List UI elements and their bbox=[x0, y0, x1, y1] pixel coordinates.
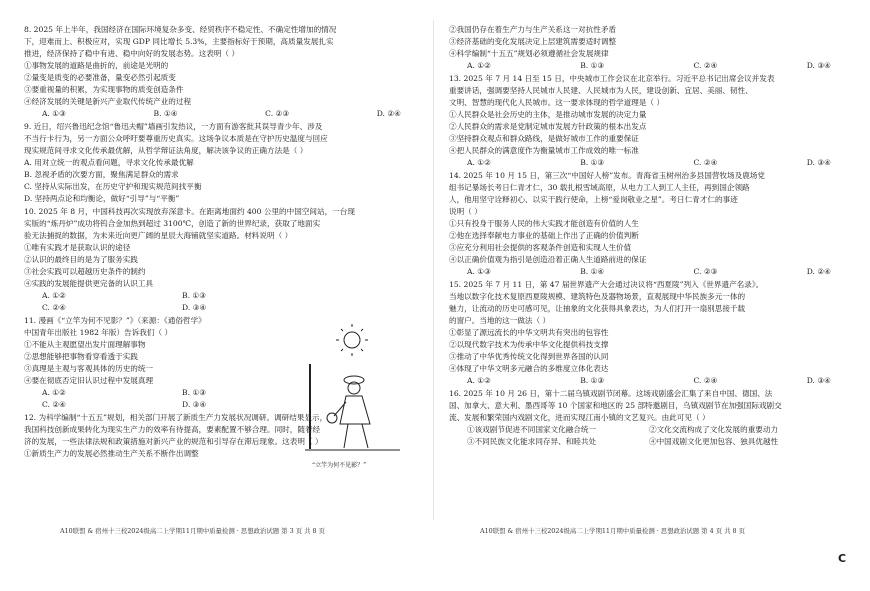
q16-statements bbox=[449, 424, 849, 448]
q12-option-c: C. ②④ bbox=[693, 61, 718, 70]
q14-options bbox=[449, 266, 849, 278]
q10-line: 10. 2025 年 8 月，中国科技再次实现放弃深意卡。在距离地面约 400 公里的中国空间站，一台现 bbox=[24, 207, 355, 216]
q8-option-a: A. ①③ bbox=[42, 109, 66, 118]
q13-statement: ④把人民群众的满意度作为衡量城市工作成效的唯一标准 bbox=[449, 146, 639, 155]
q12-option-a: A. ①② bbox=[467, 61, 491, 70]
q16-line: 16. 2025 年 10 月 26 日，第十二届乌镇戏剧节闭幕。这场戏剧盛会汇集了来自中国、德国、法 bbox=[449, 389, 773, 398]
question-12-continued bbox=[449, 24, 849, 72]
question-10 bbox=[24, 206, 419, 314]
q14-option-a: A. ①③ bbox=[467, 267, 491, 276]
q14-statement: ③应充分利用社会提供的客观条件创造和实现人生价值 bbox=[449, 243, 632, 252]
q11-statement: ④要在彻底否定旧认识过程中发展真理 bbox=[24, 376, 154, 385]
q14-statement: ①只有投身于服务人民的伟大实践才能创造有价值的人生 bbox=[449, 219, 639, 228]
q12-line: 我国科技创新成果转化为现实生产力的效率有待提高，要素配置不够合理。同时，随着经 bbox=[24, 425, 321, 434]
q13-option-b: B. ①③ bbox=[580, 158, 605, 167]
question-8 bbox=[24, 24, 419, 120]
q8-statement: ②量变是质变的必要准备，量变必然引起质变 bbox=[24, 73, 176, 82]
q10-line: 验无法捕捉的数据，为未来近向更广阔的星辰大海铺就坚实道路。材料说明（ ） bbox=[24, 231, 293, 240]
question-14 bbox=[449, 170, 849, 278]
q13-options bbox=[449, 157, 849, 169]
q14-line: 组书记暴场长考日仁青才仁，30 载扎根雪域高原，从电力工人到工人主任，再到国企领路 bbox=[449, 183, 750, 192]
q15-statement: ②以现代数字技术为传承中华文化提供科技支撑 bbox=[449, 340, 609, 349]
q8-statement: ③要重视量的积累，为实现事物的质变创造条件 bbox=[24, 85, 184, 94]
question-13 bbox=[449, 73, 849, 169]
q15-line: 的窗户。当地的这一做法（ ） bbox=[449, 316, 551, 325]
q15-statement: ①彰显了源远流长的中华文明共有突出的包容性 bbox=[449, 328, 609, 337]
q13-line: 重要讲话，强调要坚持人民城市人民建、人民城市为人民，建设创新、宜居、美丽、韧性、 bbox=[449, 86, 753, 95]
q15-options bbox=[449, 375, 849, 387]
q16-statement: ①该戏剧节促进不同国家文化融合统一 bbox=[467, 425, 597, 434]
q13-line: 文明、智慧的现代化人民城市。这一要求体现的哲学道理是（ ） bbox=[449, 98, 665, 107]
q15-statement: ④体现了中华文明多元融合的多维度立体化表达 bbox=[449, 364, 609, 373]
q14-option-c: C. ②③ bbox=[693, 267, 718, 276]
q15-option-c: C. ②④ bbox=[693, 376, 718, 385]
q8-line: 下，迎难而上、积极应对，实现 GDP 同比增长 5.3%，主要指标好于预期，高质量发展扎实 bbox=[24, 37, 334, 46]
q12-option-d: D. ③④ bbox=[806, 61, 831, 70]
q9-option-a: A. 用对立统一的观点看问题，寻求文化传承最优解 bbox=[24, 158, 194, 167]
q15-option-d: D. ③④ bbox=[806, 376, 831, 385]
q8-option-c: C. ②③ bbox=[265, 109, 290, 118]
q12-line: 12. 为科学编制“十五五”规划，相关部门开展了新质生产力发展状况调研。调研结果显示， bbox=[24, 413, 328, 422]
q10-statement: ②认识的最终目的是为了服务实践 bbox=[24, 255, 138, 264]
right-column bbox=[449, 24, 849, 449]
q9-line: 不当行卡行为，另一方面公众呼吁要尊重历史真实。这场争议本质是在守护历史温度与回应 bbox=[24, 134, 328, 143]
q12-option-b: B. ①③ bbox=[580, 61, 605, 70]
q9-line: 现实规范间寻求文化传承最优解，从哲学辩证法角度，解决该争议的正确方法是（ ） bbox=[24, 146, 308, 155]
q14-line: 说明（ ） bbox=[449, 207, 482, 216]
q13-option-a: A. ①② bbox=[467, 158, 491, 167]
q13-statement: ①人民群众是社会历史的主体，是推动城市发展的决定力量 bbox=[449, 110, 647, 119]
q15-option-a: A. ①② bbox=[467, 376, 491, 385]
question-16 bbox=[449, 388, 849, 448]
q11-options bbox=[24, 387, 340, 411]
q16-line: 国、加拿大、意大利、墨西哥等 10 个国家和地区的 25 部特邀剧目，乌镇戏剧节在加强国际戏剧交 bbox=[449, 401, 782, 410]
q15-statement: ③推动了中华优秀传统文化得到世界各国的认同 bbox=[449, 352, 609, 361]
column-divider bbox=[433, 20, 434, 520]
q8-line: 推进，经济保持了稳中有进、稳中向好的发展态势。这表明（ ） bbox=[24, 49, 240, 58]
q13-statement: ③坚持群众观点和群众路线，是做好城市工作的重要保证 bbox=[449, 134, 639, 143]
q11-line: 11. 漫画《“立竿为何不见影？”》（来源：《通俗哲学》 bbox=[24, 316, 206, 325]
q16-statement: ④中国戏剧文化更加包容、独具优越性 bbox=[649, 437, 779, 446]
q12-line: 济的发展，一些法律法规和政策措施对新兴产业的规范和引导存在滞后现象。这表明（ ） bbox=[24, 437, 323, 446]
q10-options bbox=[24, 290, 340, 314]
q10-option-c: C. ②④ bbox=[42, 303, 66, 312]
q11-option-d: D. ③④ bbox=[182, 400, 207, 409]
q15-line: 当地以数字化技术复原西夏陵规模、建筑特色及器物场景，直观展现中华民族多元一体的 bbox=[449, 292, 746, 301]
sun-icon bbox=[344, 332, 360, 348]
q13-option-d: D. ③④ bbox=[806, 158, 831, 167]
page-footer-right: A10联盟 & 宿州十三校2024级高二上学期11月期中质量检测 · 思想政治试题 第 4 页 共 8 页 bbox=[480, 527, 746, 535]
q10-statement: ③社会实践可以超越历史条件的制约 bbox=[24, 267, 146, 276]
q10-statement: ①唯有实践才是获取认识的途径 bbox=[24, 243, 131, 252]
q11-option-c: C. ②④ bbox=[42, 400, 66, 409]
q8-option-d: D. ②④ bbox=[376, 109, 401, 118]
q14-option-d: D. ②④ bbox=[806, 267, 831, 276]
q12-statement: ①新质生产力的发展必然推动生产关系不断作出调整 bbox=[24, 449, 199, 458]
q11-option-b: B. ①③ bbox=[182, 388, 207, 397]
q13-line: 13. 2025 年 7 月 14 日至 15 日，中央城市工作会议在北京举行。习近平总书记出席会议并发表 bbox=[449, 74, 775, 83]
cartoon-illustration bbox=[300, 324, 412, 458]
q8-line: 8. 2025 年上半年，我国经济在国际环境复杂多变、经贸秩序不稳定性、不确定性增加的情况 bbox=[24, 25, 337, 34]
q13-statement: ②人民群众的需求是党制定城市发展方针政策的根本出发点 bbox=[449, 122, 647, 131]
q16-line: 流、发展和繁荣国内戏剧文化，进而实现江南小镇的文艺复兴。由此可见（ ） bbox=[449, 413, 710, 422]
q8-statement: ④经济发展的关键是新兴产业取代传统产业的过程 bbox=[24, 97, 192, 106]
q12-options bbox=[449, 60, 849, 72]
q9-option-b: B. 忽视矛盾的次要方面，聚焦满足群众的需求 bbox=[24, 170, 179, 179]
q10-line: 实版的“炼丹炉”成功将钨合金加热到超过 3100℃，创造了新的世界纪录，获取了地面实 bbox=[24, 219, 321, 228]
q8-options bbox=[24, 108, 419, 120]
q12-statement: ③经济基础的变化发展决定上层建筑需要适时调整 bbox=[449, 37, 617, 46]
q15-line: 魅力，让流动的历史可感可见，让抽象的文化获得具象表达，为人们打开一扇别思接千载 bbox=[449, 304, 746, 313]
page-letter: C bbox=[838, 552, 847, 565]
question-9 bbox=[24, 121, 419, 205]
q14-line: 14. 2025 年 10 月 15 日，第三次“中国好人榜”发布。青海省玉树州治多县国营牧场及鹿场党 bbox=[449, 171, 765, 180]
q11-line: 中国青年出版社 1982 年版）告诉我们（ ） bbox=[24, 328, 173, 337]
q12-statement: ②我国仍存在着生产力与生产关系这一对抗性矛盾 bbox=[449, 25, 617, 34]
q9-option-c: C. 坚持从实际出发，在历史守护和现实规范间找平衡 bbox=[24, 182, 202, 191]
q10-option-b: B. ①③ bbox=[182, 291, 207, 300]
q11-statement: ①不能从主观愿望出发片面理解事物 bbox=[24, 340, 146, 349]
q13-option-c: C. ②④ bbox=[693, 158, 718, 167]
q10-option-d: D. ③④ bbox=[182, 303, 207, 312]
q10-option-a: A. ①② bbox=[42, 291, 66, 300]
q10-statement: ④实践的发展能提供更完备的认识工具 bbox=[24, 279, 154, 288]
q16-statement: ③不同民族文化能求同存异、和睦共处 bbox=[467, 437, 597, 446]
q16-statement: ②文化交流构成了文化发展的重要动力 bbox=[649, 425, 779, 434]
q14-statement: ②他在选择奉献电力事业的基础上作出了正确的价值判断 bbox=[449, 231, 639, 240]
question-15 bbox=[449, 279, 849, 387]
page-footer-left: A10联盟 & 宿州十三校2024级高二上学期11月期中质量检测 · 思想政治试题 第 3 页 共 8 页 bbox=[60, 527, 326, 535]
q15-line: 15. 2025 年 7 月 11 日，第 47 届世界遗产大会通过决议将“西夏陵”列入《世界遗产名录》。 bbox=[449, 280, 764, 289]
q15-option-b: B. ①③ bbox=[580, 376, 605, 385]
q11-statement: ②思想能够把事物看穿看透于实践 bbox=[24, 352, 138, 361]
q12-statement: ④科学编制“十五五”规划必须遵循社会发展规律 bbox=[449, 49, 609, 58]
cartoon-caption: “立竿为何不见影？” bbox=[312, 462, 367, 469]
q11-statement: ③真理是主观与客观具体的历史的统一 bbox=[24, 364, 154, 373]
q14-statement: ④以正确价值观为指引是创造沿着正确人生道路前进的保证 bbox=[449, 255, 647, 264]
q9-option-d: D. 坚持两点论和均衡论，做好“引导”与“平衡” bbox=[24, 194, 180, 203]
q8-option-b: B. ①④ bbox=[153, 109, 178, 118]
q9-line: 9. 近日，绍兴鲁迅纪念馆“鲁迅夫帽”墙画引发热议，一方面有游客批其误导青少年、涉及 bbox=[24, 122, 323, 131]
q11-option-a: A. ①② bbox=[42, 388, 66, 397]
q14-line: 人，他用坚守诠释初心、以实干践行使命，上榜“爱岗敬业之星”。考日仁青才仁的事迹 bbox=[449, 195, 738, 204]
q8-statement: ①事物发展的道路是曲折的，前途是光明的 bbox=[24, 61, 169, 70]
q14-option-b: B. ①④ bbox=[580, 267, 605, 276]
